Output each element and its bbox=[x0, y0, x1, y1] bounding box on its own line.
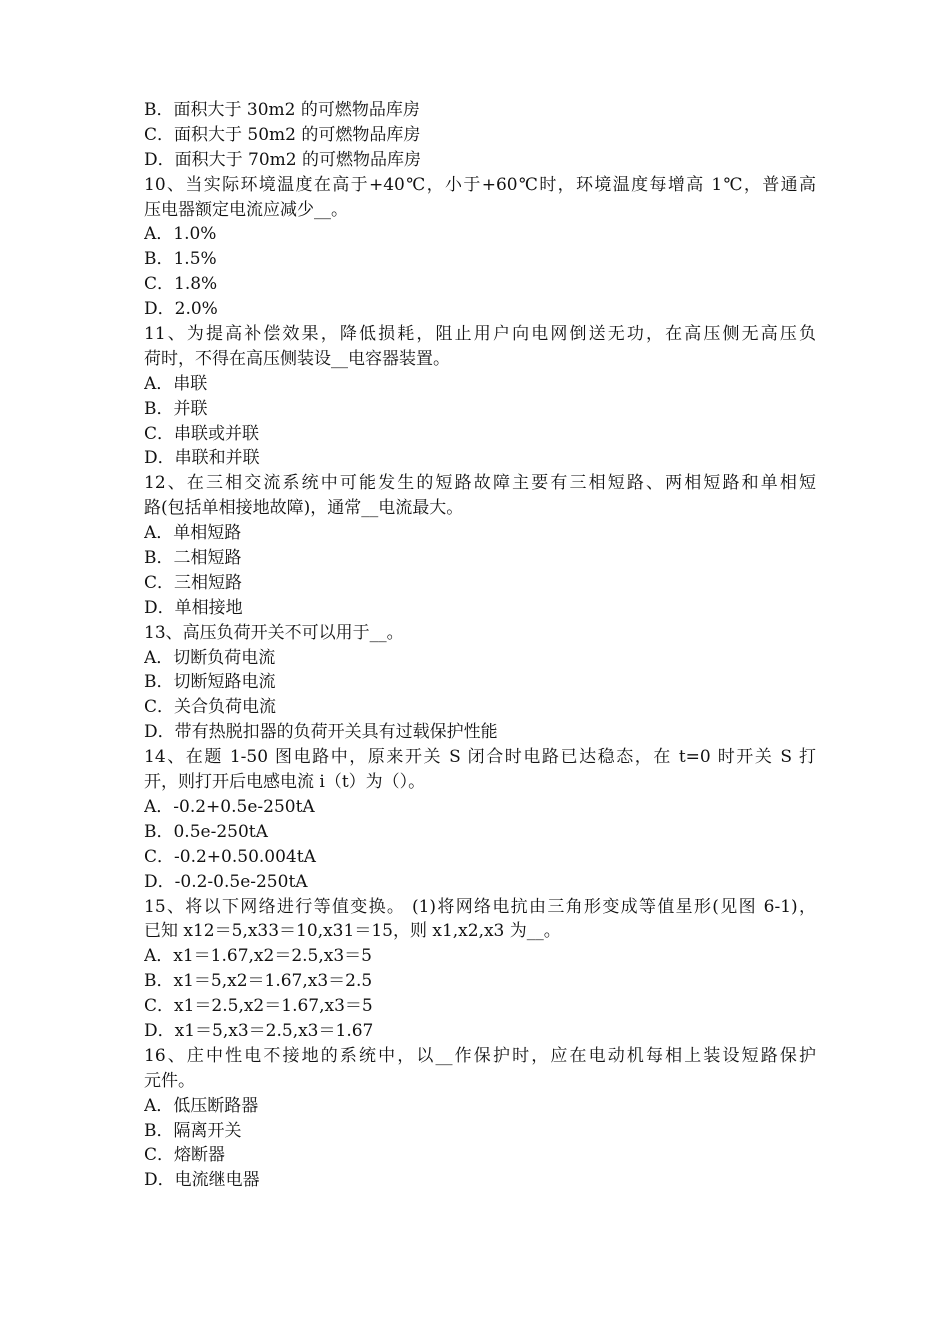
text-line: D．电流继电器 bbox=[144, 1170, 260, 1191]
text-line: 12、在三相交流系统中可能发生的短路故障主要有三相短路、两相短路和单相短 bbox=[144, 473, 816, 494]
text-line: A．x1＝1.67,x2＝2.5,x3＝5 bbox=[144, 946, 372, 967]
text-line: 15、将以下网络进行等值变换。 (1)将网络电抗由三角形变成等值星形(见图 6-1)， bbox=[144, 896, 816, 917]
text-line: 已知 x12＝5,x33＝10,x31＝15，则 x1,x2,x3 为__。 bbox=[144, 921, 561, 942]
text-line: D．串联和并联 bbox=[144, 448, 260, 469]
text-line: C．串联或并联 bbox=[144, 423, 260, 444]
text-line: D．单相接地 bbox=[144, 597, 243, 618]
text-line: D．面积大于 70m2 的可燃物品库房 bbox=[144, 149, 422, 170]
text-line: 元件。 bbox=[144, 1070, 195, 1091]
text-line: 荷时，不得在高压侧装设__电容器装置。 bbox=[144, 348, 450, 369]
text-line: A．低压断路器 bbox=[144, 1095, 259, 1116]
text-line: 10、当实际环境温度在高于+40℃，小于+60℃时，环境温度每增高 1℃，普通高 bbox=[144, 174, 816, 195]
text-line: 13、高压负荷开关不可以用于__。 bbox=[144, 622, 404, 643]
document-page bbox=[144, 98, 816, 1193]
text-line: D．2.0% bbox=[144, 299, 218, 320]
text-line: C．1.8% bbox=[144, 274, 218, 295]
text-line: 16、庄中性电不接地的系统中，以__作保护时，应在电动机每相上装设短路保护 bbox=[144, 1045, 816, 1066]
text-line: D．x1＝5,x3＝2.5,x3＝1.67 bbox=[144, 1020, 374, 1041]
text-line: B．面积大于 30m2 的可燃物品库房 bbox=[144, 100, 420, 120]
text-line: C．-0.2+0.50.004tA bbox=[144, 846, 316, 867]
text-line: B．切断短路电流 bbox=[144, 672, 276, 693]
text-line: A．单相短路 bbox=[144, 523, 242, 544]
text-line: B．二相短路 bbox=[144, 548, 242, 569]
text-line: 路(包括单相接地故障)，通常__电流最大。 bbox=[144, 498, 464, 519]
text-line: C．三相短路 bbox=[144, 572, 243, 593]
text-line: A．-0.2+0.5e-250tA bbox=[144, 796, 315, 817]
text-line: B．隔离开关 bbox=[144, 1120, 242, 1141]
text-line: B．并联 bbox=[144, 398, 208, 419]
text-line: 压电器额定电流应减少__。 bbox=[144, 199, 348, 220]
text-line: C．x1＝2.5,x2＝1.67,x3＝5 bbox=[144, 996, 373, 1017]
text-line: C．面积大于 50m2 的可燃物品库房 bbox=[144, 124, 421, 145]
text-line: 开，则打开后电感电流 i（t）为（）。 bbox=[144, 772, 426, 793]
text-line: D．带有热脱扣器的负荷开关具有过载保护性能 bbox=[144, 722, 498, 743]
text-line: A．串联 bbox=[144, 373, 208, 394]
text-line: B．0.5e-250tA bbox=[144, 821, 268, 842]
text-line: C．熔断器 bbox=[144, 1145, 226, 1166]
text-line: B．x1＝5,x2＝1.67,x3＝2.5 bbox=[144, 971, 373, 992]
text-line: A．1.0% bbox=[144, 224, 217, 245]
text-line: D．-0.2-0.5e-250tA bbox=[144, 871, 308, 892]
text-line: B．1.5% bbox=[144, 249, 217, 270]
text-line: 11、为提高补偿效果，降低损耗，阻止用户向电网倒送无功，在高压侧无高压负 bbox=[144, 324, 816, 345]
text-line: 14、在题 1-50 图电路中，原来开关 S 闭合时电路已达稳态，在 t=0 时开关 S 打 bbox=[144, 747, 816, 768]
text-line: A．切断负荷电流 bbox=[144, 647, 276, 668]
text-line: C．关合负荷电流 bbox=[144, 697, 277, 718]
